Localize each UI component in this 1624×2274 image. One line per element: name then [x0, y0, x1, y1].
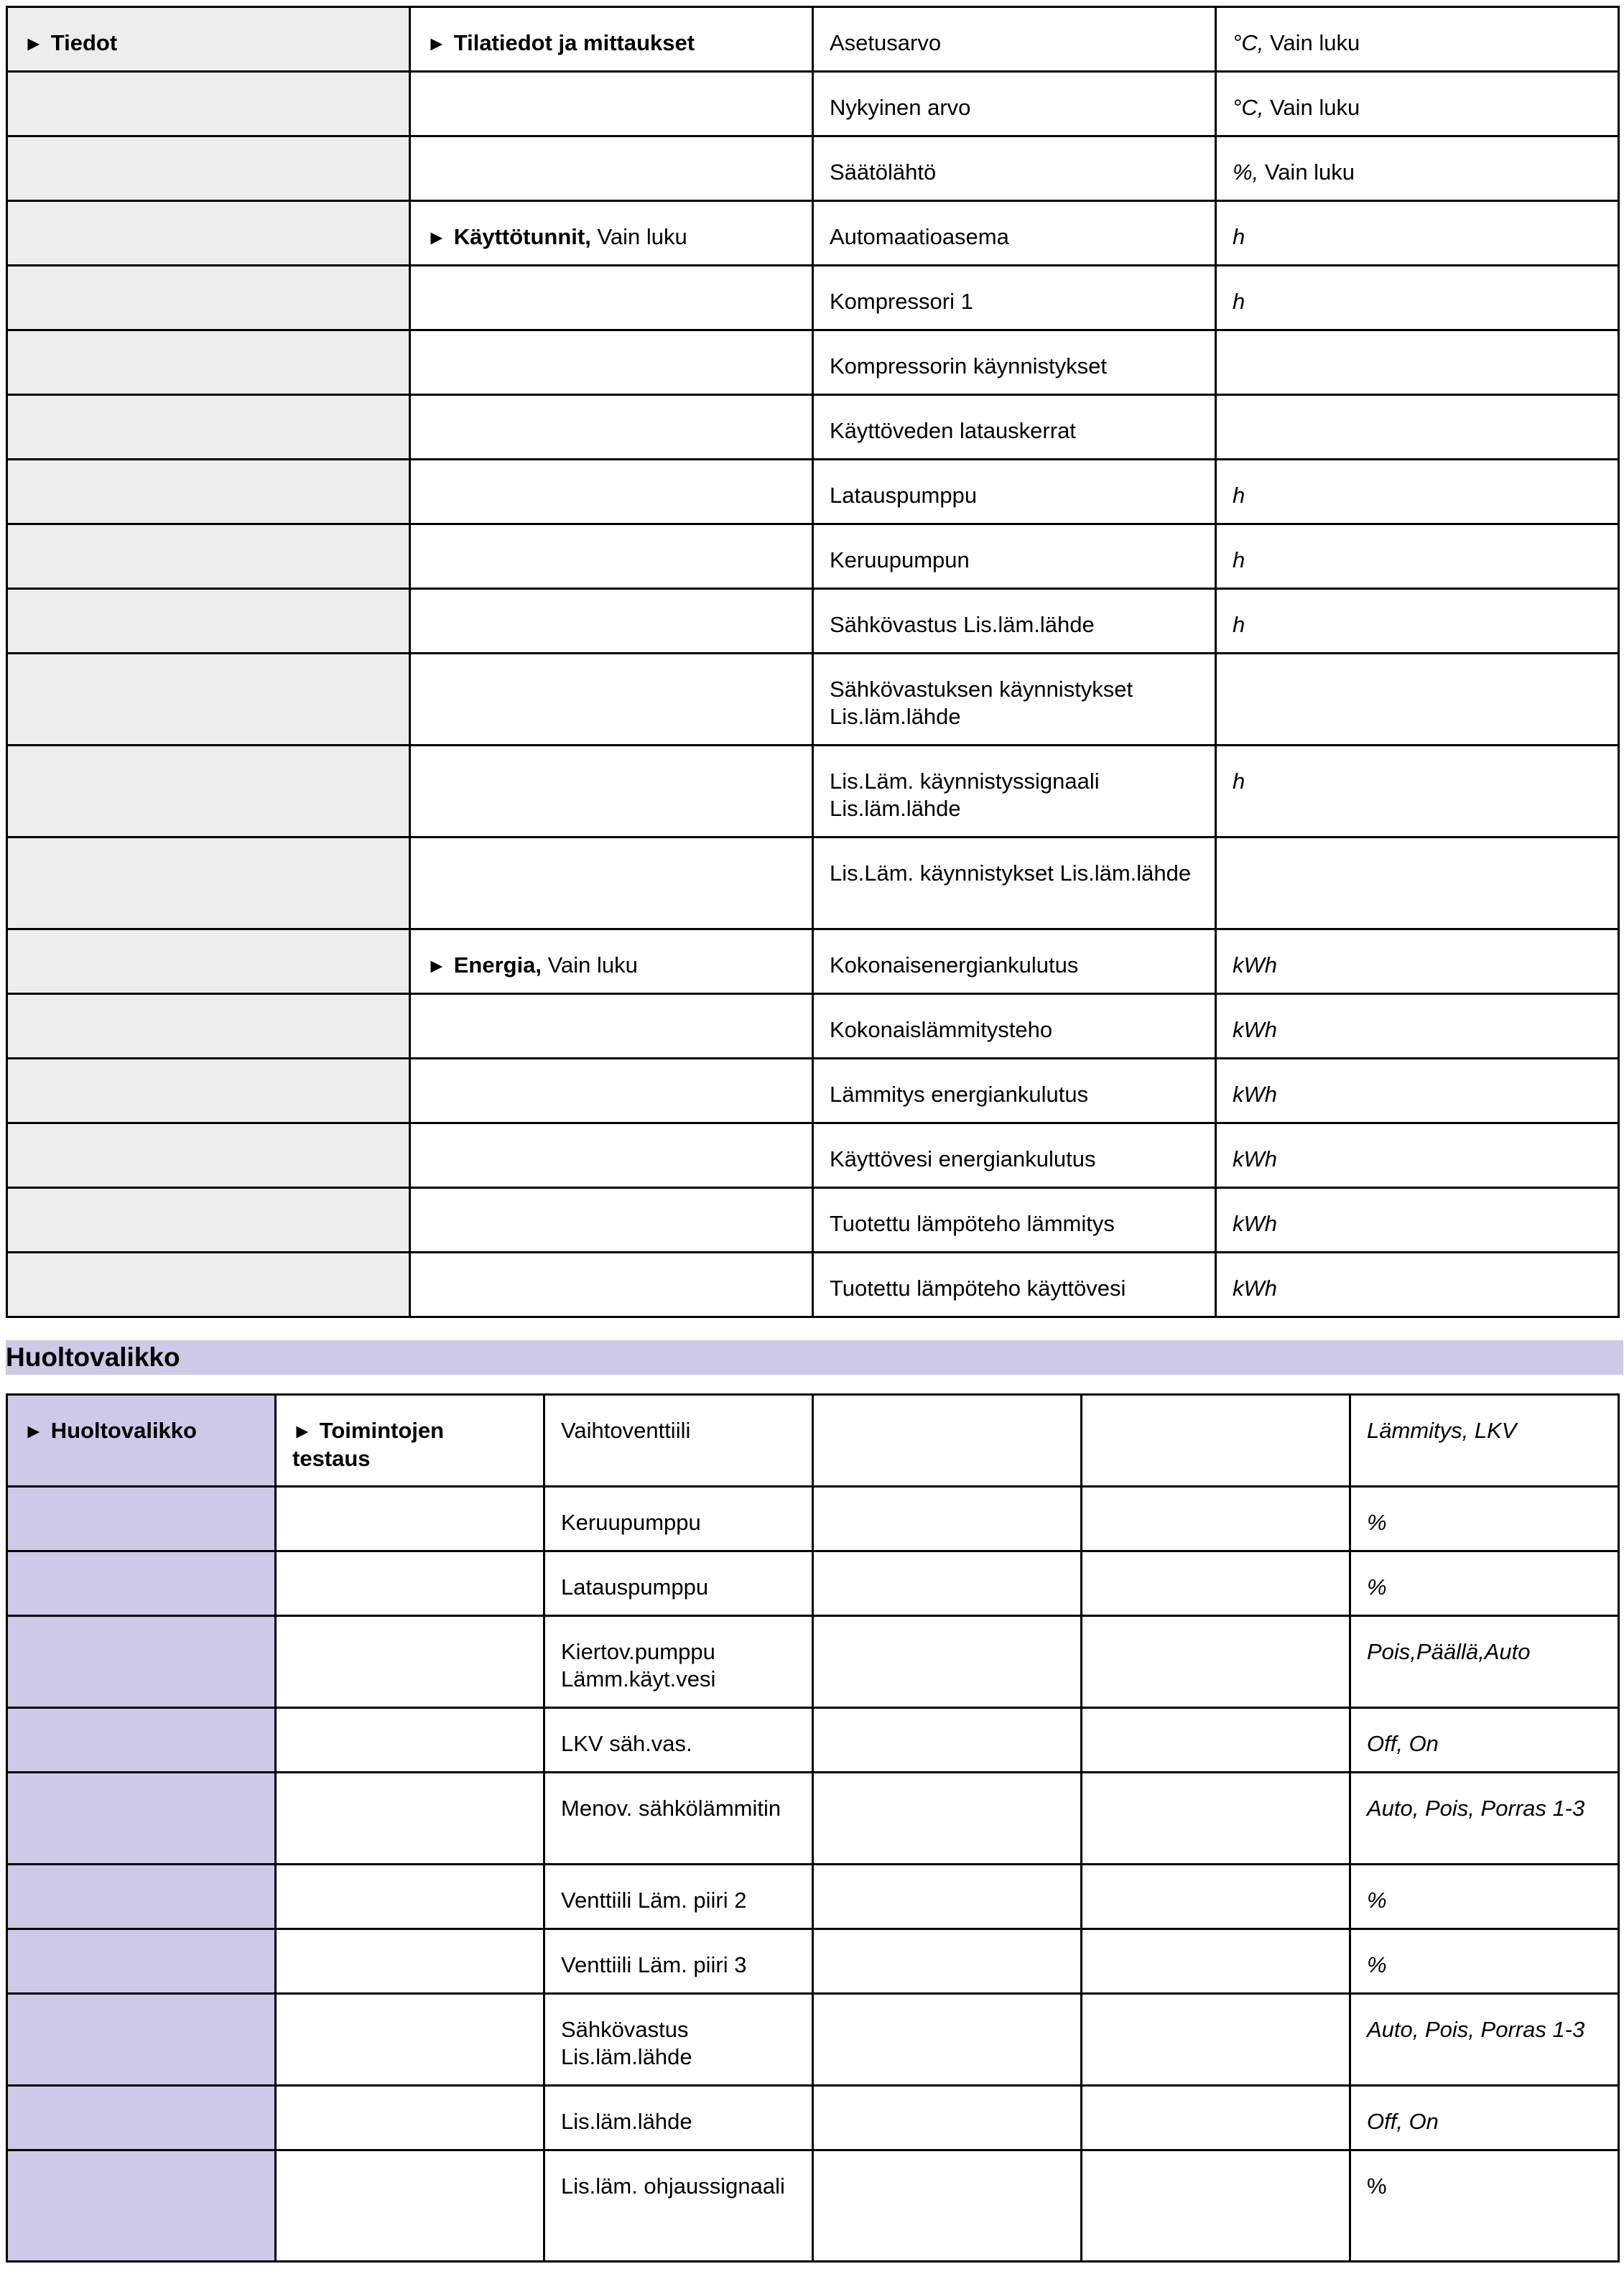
- table-row: [7, 136, 1619, 201]
- menu-level-1-cell: [7, 1059, 410, 1123]
- menu-level-2-cell: ► Energia, Vain luku: [410, 929, 813, 994]
- table-row: [7, 1551, 1619, 1616]
- parameter-cell: Lis.läm.lähde: [544, 2086, 813, 2150]
- table-row: [7, 330, 1619, 395]
- empty-cell: [813, 1994, 1082, 2086]
- menu-level-1-cell: [7, 136, 410, 201]
- unit-cell: h: [1216, 524, 1619, 589]
- table-row: [7, 1253, 1619, 1317]
- table-row: [7, 1395, 1619, 1487]
- unit-cell: %, Vain luku: [1216, 136, 1619, 201]
- parameter-cell: Lis.Läm. käynnistyssignaali Lis.läm.lähde: [813, 746, 1216, 837]
- menu-level-1-cell: [7, 1708, 276, 1773]
- triangle-right-icon: ►: [292, 1420, 312, 1442]
- unit-cell: °C, Vain luku: [1216, 7, 1619, 72]
- menu-level-1-cell: [7, 746, 410, 837]
- menu-level-1-cell: [7, 837, 410, 929]
- menu-level-2-cell: [410, 1253, 813, 1317]
- section-header-bar: [6, 1340, 1623, 1375]
- menu-level-1-cell: [7, 1123, 410, 1188]
- triangle-right-icon: ►: [24, 1420, 44, 1442]
- empty-cell: [813, 1708, 1082, 1773]
- menu-level-1-cell: [7, 1487, 276, 1551]
- table-row: [7, 201, 1619, 266]
- menu-level-1-cell: [7, 2086, 276, 2150]
- menu-level-2-cell: [410, 1188, 813, 1253]
- menu-level-1-cell: [7, 1865, 276, 1929]
- table-row: [7, 1865, 1619, 1929]
- unit-cell: [1216, 837, 1619, 929]
- menu-level-2-cell: [410, 72, 813, 136]
- menu-level-2-cell: [410, 266, 813, 330]
- menu-level-1-cell: [7, 72, 410, 136]
- menu-level-2-cell: [276, 1865, 544, 1929]
- unit-cell: h: [1216, 201, 1619, 266]
- menu-level-2-cell: [410, 136, 813, 201]
- unit-cell: kWh: [1216, 1123, 1619, 1188]
- menu-level-1-cell: [7, 2150, 276, 2262]
- empty-cell: [1082, 1487, 1350, 1551]
- parameter-cell: Kokonaisenergiankulutus: [813, 929, 1216, 994]
- table-row: [7, 7, 1619, 72]
- menu-level-1-cell: ► Tiedot: [7, 7, 410, 72]
- parameter-cell: Sähkövastus Lis.läm.lähde: [544, 1994, 813, 2086]
- menu-level-2-cell: [276, 1708, 544, 1773]
- info-table: [6, 6, 1620, 1318]
- parameter-cell: Asetusarvo: [813, 7, 1216, 72]
- menu-level-1-cell: [7, 395, 410, 460]
- table-row: [7, 1773, 1619, 1865]
- options-cell: %: [1350, 1865, 1619, 1929]
- empty-cell: [813, 1487, 1082, 1551]
- options-cell: Lämmitys, LKV: [1350, 1395, 1619, 1487]
- menu-level-1-cell: [7, 266, 410, 330]
- parameter-cell: LKV säh.vas.: [544, 1708, 813, 1773]
- table-row: [7, 994, 1619, 1059]
- parameter-cell: Keruupumppu: [544, 1487, 813, 1551]
- empty-cell: [813, 1773, 1082, 1865]
- empty-cell: [1082, 2150, 1350, 2262]
- menu-level-2-cell: [410, 460, 813, 524]
- empty-cell: [1082, 1616, 1350, 1708]
- menu-level-1-cell: [7, 1188, 410, 1253]
- unit-cell: kWh: [1216, 1253, 1619, 1317]
- parameter-cell: Kiertov.pumppu Lämm.käyt.vesi: [544, 1616, 813, 1708]
- menu-level-1-cell: [7, 994, 410, 1059]
- menu-level-1-cell: [7, 589, 410, 654]
- empty-cell: [1082, 1994, 1350, 2086]
- table-row: [7, 1188, 1619, 1253]
- menu-level-2-cell: [276, 1929, 544, 1994]
- table-row: [7, 1487, 1619, 1551]
- parameter-cell: Automaatioasema: [813, 201, 1216, 266]
- menu-level-2-cell: [410, 330, 813, 395]
- options-cell: %: [1350, 1487, 1619, 1551]
- menu-level-2-cell: [276, 2150, 544, 2262]
- options-cell: Auto, Pois, Porras 1-3: [1350, 1773, 1619, 1865]
- unit-cell: h: [1216, 266, 1619, 330]
- parameter-cell: Venttiili Läm. piiri 3: [544, 1929, 813, 1994]
- table-row: [7, 1929, 1619, 1994]
- unit-cell: °C, Vain luku: [1216, 72, 1619, 136]
- menu-level-2-cell: [410, 524, 813, 589]
- table-row: [7, 589, 1619, 654]
- options-cell: %: [1350, 1551, 1619, 1616]
- menu-level-2-cell: [410, 1059, 813, 1123]
- menu-level-1-cell: [7, 460, 410, 524]
- section-title: Huoltovalikko: [6, 1342, 180, 1372]
- parameter-cell: Venttiili Läm. piiri 2: [544, 1865, 813, 1929]
- unit-cell: kWh: [1216, 994, 1619, 1059]
- parameter-cell: Latauspumppu: [813, 460, 1216, 524]
- parameter-cell: Lämmitys energiankulutus: [813, 1059, 1216, 1123]
- table-row: [7, 1994, 1619, 2086]
- unit-cell: [1216, 330, 1619, 395]
- menu-level-2-cell: [276, 1616, 544, 1708]
- options-cell: Off, On: [1350, 1708, 1619, 1773]
- options-cell: Pois,Päällä,Auto: [1350, 1616, 1619, 1708]
- empty-cell: [813, 1616, 1082, 1708]
- empty-cell: [1082, 1773, 1350, 1865]
- empty-cell: [1082, 1865, 1350, 1929]
- menu-level-1-cell: [7, 524, 410, 589]
- parameter-cell: Keruupumpun: [813, 524, 1216, 589]
- table-row: [7, 266, 1619, 330]
- parameter-cell: Kompressori 1: [813, 266, 1216, 330]
- table-row: [7, 1123, 1619, 1188]
- parameter-cell: Sähkövastus Lis.läm.lähde: [813, 589, 1216, 654]
- empty-cell: [1082, 1551, 1350, 1616]
- menu-level-1-cell: [7, 654, 410, 746]
- menu-level-1-cell: [7, 1994, 276, 2086]
- unit-cell: [1216, 654, 1619, 746]
- empty-cell: [813, 1551, 1082, 1616]
- parameter-cell: Käyttöveden latauskerrat: [813, 395, 1216, 460]
- table-row: [7, 746, 1619, 837]
- unit-cell: h: [1216, 460, 1619, 524]
- menu-level-2-cell: [276, 2086, 544, 2150]
- table-row: [7, 2150, 1619, 2262]
- menu-level-2-cell: [410, 395, 813, 460]
- parameter-cell: Kokonaislämmitysteho: [813, 994, 1216, 1059]
- menu-level-1-cell: [7, 1616, 276, 1708]
- table-row: [7, 1616, 1619, 1708]
- parameter-cell: Säätölähtö: [813, 136, 1216, 201]
- menu-level-1-cell: [7, 330, 410, 395]
- menu-level-2-cell: [276, 1773, 544, 1865]
- parameter-cell: Tuotettu lämpöteho lämmitys: [813, 1188, 1216, 1253]
- table-row: [7, 929, 1619, 994]
- parameter-cell: Käyttövesi energiankulutus: [813, 1123, 1216, 1188]
- menu-level-2-cell: [410, 994, 813, 1059]
- menu-level-1-cell: [7, 929, 410, 994]
- table-row: [7, 460, 1619, 524]
- menu-level-1-cell: [7, 1551, 276, 1616]
- empty-cell: [1082, 1708, 1350, 1773]
- unit-cell: kWh: [1216, 1188, 1619, 1253]
- menu-level-2-cell: ► Toimintojen testaus: [276, 1395, 544, 1487]
- menu-level-2-cell: [410, 654, 813, 746]
- parameter-cell: Lis.Läm. käynnistykset Lis.läm.lähde: [813, 837, 1216, 929]
- unit-cell: kWh: [1216, 1059, 1619, 1123]
- menu-level-1-cell: ► Huoltovalikko: [7, 1395, 276, 1487]
- menu-level-1-cell: [7, 201, 410, 266]
- parameter-cell: Menov. sähkölämmitin: [544, 1773, 813, 1865]
- menu-level-2-cell: [276, 1487, 544, 1551]
- empty-cell: [1082, 2086, 1350, 2150]
- menu-level-1-cell: [7, 1253, 410, 1317]
- menu-level-1-cell: [7, 1929, 276, 1994]
- menu-level-2-cell: [410, 1123, 813, 1188]
- options-cell: %: [1350, 2150, 1619, 2262]
- table-row: [7, 72, 1619, 136]
- unit-cell: h: [1216, 589, 1619, 654]
- table-row: [7, 654, 1619, 746]
- triangle-right-icon: ►: [24, 32, 44, 55]
- menu-level-2-cell: [276, 1994, 544, 2086]
- triangle-right-icon: ►: [427, 955, 447, 977]
- options-cell: Off, On: [1350, 2086, 1619, 2150]
- empty-cell: [813, 1929, 1082, 1994]
- parameter-cell: Latauspumppu: [544, 1551, 813, 1616]
- menu-level-2-cell: [276, 1551, 544, 1616]
- unit-cell: kWh: [1216, 929, 1619, 994]
- table-row: [7, 395, 1619, 460]
- table-row: [7, 524, 1619, 589]
- menu-level-2-cell: ► Tilatiedot ja mittaukset: [410, 7, 813, 72]
- service-menu-table: [6, 1393, 1620, 2263]
- menu-level-2-cell: [410, 837, 813, 929]
- parameter-cell: Vaihtoventtiili: [544, 1395, 813, 1487]
- empty-cell: [813, 1865, 1082, 1929]
- unit-cell: h: [1216, 746, 1619, 837]
- menu-level-2-cell: ► Käyttötunnit, Vain luku: [410, 201, 813, 266]
- menu-level-2-cell: [410, 746, 813, 837]
- table-row: [7, 837, 1619, 929]
- triangle-right-icon: ►: [427, 226, 447, 249]
- empty-cell: [813, 2086, 1082, 2150]
- table-row: [7, 1059, 1619, 1123]
- unit-cell: [1216, 395, 1619, 460]
- table-row: [7, 2086, 1619, 2150]
- options-cell: Auto, Pois, Porras 1-3: [1350, 1994, 1619, 2086]
- table-row: [7, 1708, 1619, 1773]
- menu-level-2-cell: [410, 589, 813, 654]
- options-cell: %: [1350, 1929, 1619, 1994]
- empty-cell: [813, 1395, 1082, 1487]
- empty-cell: [813, 2150, 1082, 2262]
- parameter-cell: Kompressorin käynnistykset: [813, 330, 1216, 395]
- parameter-cell: Lis.läm. ohjaussignaali: [544, 2150, 813, 2262]
- menu-level-1-cell: [7, 1773, 276, 1865]
- parameter-cell: Sähkövastuksen käynnistykset Lis.läm.lähde: [813, 654, 1216, 746]
- empty-cell: [1082, 1929, 1350, 1994]
- parameter-cell: Nykyinen arvo: [813, 72, 1216, 136]
- triangle-right-icon: ►: [427, 32, 447, 55]
- parameter-cell: Tuotettu lämpöteho käyttövesi: [813, 1253, 1216, 1317]
- empty-cell: [1082, 1395, 1350, 1487]
